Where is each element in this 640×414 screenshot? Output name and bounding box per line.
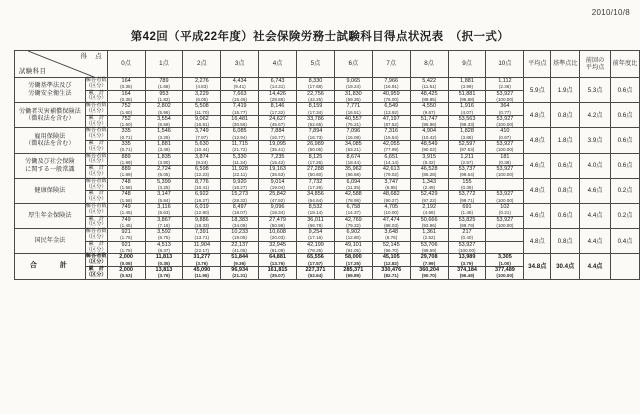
- col-header-10: 10点: [486, 51, 524, 78]
- score-cell: 51,747 (95.96): [410, 115, 448, 128]
- score-cell: 42,055 (77.99): [372, 140, 410, 153]
- score-cell: 31,830 (59.36): [334, 90, 372, 103]
- score-cell: 7,732 (17.26): [297, 178, 335, 191]
- table-row: [15, 178, 640, 191]
- baseline-cell: 0.8点: [551, 178, 580, 203]
- score-cell: 3,747 (6.95): [372, 178, 410, 191]
- score-cell: 48,549 (90.02): [410, 140, 448, 153]
- score-cell: 4,434 (9.41): [221, 78, 259, 91]
- col-header-5: 5点: [297, 51, 335, 78]
- subject-label: 健康保険法: [15, 178, 86, 203]
- score-cell: 53,927 (100.00): [486, 140, 524, 153]
- score-cell: 953 (1.82): [145, 90, 183, 103]
- previous-average-cell: 4.4点: [580, 203, 611, 228]
- previous-average-cell: 4.0点: [580, 153, 611, 178]
- score-cell: 6,758 (14.37): [334, 203, 372, 216]
- score-cell: 921 (1.75): [107, 229, 145, 242]
- col-header-2: 2点: [183, 51, 221, 78]
- score-cell: 7,316 (15.54): [372, 128, 410, 141]
- page-title: 第42回（平成22年度）社会保険労務士試験科目得点状況表 （択一式）: [130, 31, 510, 43]
- score-cell: 40,959 (76.00): [372, 90, 410, 103]
- score-table: [14, 50, 640, 280]
- previous-average-cell: 4.2点: [580, 103, 611, 128]
- score-cell: 46,528 (86.28): [410, 166, 448, 179]
- score-cell: 3,305 (1.00): [486, 254, 524, 267]
- score-cell: 364 (0.77): [486, 103, 524, 116]
- table-row: [15, 229, 640, 242]
- score-cell: 48,682 (90.27): [372, 191, 410, 204]
- average-cell: 4.6点: [524, 153, 551, 178]
- corner-subject-label: 試験科目: [19, 67, 47, 75]
- score-cell: 155 (0.35): [448, 178, 486, 191]
- score-cell: 9,065 (19.24): [334, 78, 372, 91]
- score-cell: 34,085 (63.21): [334, 140, 372, 153]
- yoy-cell: 0.4点: [611, 229, 640, 254]
- score-cell: 47,474 (88.03): [372, 216, 410, 229]
- table-row: [15, 153, 640, 166]
- yoy-cell: 0.6点: [611, 78, 640, 103]
- score-cell: 691 (1.46): [448, 203, 486, 216]
- average-cell: 34.8点: [524, 254, 551, 279]
- table-row: [15, 128, 640, 141]
- score-cell: 52,429 (97.22): [410, 191, 448, 204]
- row-kind-label: 累 計 （区分）: [85, 265, 107, 278]
- yoy-cell: 0.6点: [611, 103, 640, 128]
- col-header-9: 9点: [448, 51, 486, 78]
- yoy-cell: 0.6点: [611, 153, 640, 178]
- score-cell: 15,273 (28.32): [221, 191, 259, 204]
- yoy-cell: 0.2点: [611, 178, 640, 203]
- score-cell: 181 (0.38): [486, 153, 524, 166]
- baseline-cell: 0.6点: [551, 153, 580, 178]
- total-label: 合 計: [15, 254, 86, 279]
- score-cell: 9,920 (16.27): [221, 178, 259, 191]
- score-cell: 53,825 (99.79): [448, 216, 486, 229]
- baseline-cell: 1.8点: [551, 128, 580, 153]
- score-cell: 48,425 (89.85): [410, 90, 448, 103]
- score-cell: 58,000 (17.25): [334, 254, 372, 267]
- score-cell: 2,192 (4.66): [410, 203, 448, 216]
- score-cell: 377,489 (100.00): [486, 266, 524, 279]
- score-cell: 217 (0.40): [448, 229, 486, 242]
- score-cell: 3,554 (6.59): [145, 115, 183, 128]
- score-cell: 18,383 (34.09): [221, 216, 259, 229]
- yoy-cell: 0.2点: [611, 203, 640, 228]
- score-cell: 335 (0.71): [107, 128, 145, 141]
- score-cell: 3,874 (8.24): [183, 153, 221, 166]
- average-cell: 5.9点: [524, 78, 551, 103]
- score-cell: 410 (0.87): [486, 128, 524, 141]
- subject-label: 国民年金法: [15, 229, 86, 254]
- col-header-4: 4点: [259, 51, 297, 78]
- score-cell: 3,116 (6.63): [145, 203, 183, 216]
- score-cell: 6,085 (12.94): [221, 128, 259, 141]
- subject-label: 雇用保険法 （徴収法を含む）: [15, 128, 86, 153]
- score-cell: 42,769 (79.32): [334, 216, 372, 229]
- col-header-yoy: 前年度比: [611, 51, 640, 78]
- average-cell: 4.8点: [524, 229, 551, 254]
- score-cell: 9,254 (17.16): [297, 229, 335, 242]
- score-cell: 1,881 (3.99): [448, 78, 486, 91]
- score-cell: 13,813 (3.76): [145, 266, 183, 279]
- score-cell: 748 (1.58): [107, 191, 145, 204]
- row-kind-label: 解答者数 （区分）: [85, 177, 107, 190]
- row-kind-label: 解答者数 （区分）: [85, 152, 107, 165]
- subject-label: 労働基準法及び 労働安全衛生法: [15, 78, 86, 103]
- score-cell: 7,663 (15.46): [221, 90, 259, 103]
- score-cell: 31,277 (3.76): [183, 254, 221, 267]
- score-cell: 6,549 (13.92): [372, 103, 410, 116]
- score-cell: 6,019 (12.80): [183, 203, 221, 216]
- score-cell: 53,927 (100.00): [486, 90, 524, 103]
- score-cell: 749 (1.45): [107, 216, 145, 229]
- col-header-1: 1点: [145, 51, 183, 78]
- score-cell: 13,989 (3.79): [448, 254, 486, 267]
- score-cell: 47,197 (87.52): [372, 115, 410, 128]
- score-cell: 49,101 (91.05): [334, 241, 372, 254]
- score-cell: 3,867 (7.18): [145, 216, 183, 229]
- score-cell: 7,096 (15.08): [334, 128, 372, 141]
- table-row: [15, 78, 640, 91]
- score-cell: 6,598 (12.23): [183, 166, 221, 179]
- score-cell: 164 (0.35): [107, 90, 145, 103]
- score-cell: 2,724 (5.05): [145, 166, 183, 179]
- score-cell: 5,508 (11.70): [183, 103, 221, 116]
- previous-average-cell: 5.3点: [580, 78, 611, 103]
- score-cell: 8,532 (18.14): [297, 203, 335, 216]
- score-cell: 1,828 (3.88): [448, 128, 486, 141]
- score-cell: 35,962 (66.68): [334, 166, 372, 179]
- score-cell: 10,233 (19.05): [221, 229, 259, 242]
- score-cell: 5,330 (11.34): [221, 153, 259, 166]
- score-cell: 1,112 (2.36): [486, 78, 524, 91]
- col-header-6: 6点: [334, 51, 372, 78]
- score-cell: 27,479 (50.96): [259, 216, 297, 229]
- score-cell: 161,815 (35.07): [259, 266, 297, 279]
- row-kind-label: 解答者数 （区分）: [85, 77, 107, 89]
- score-cell: 8,674 (18.44): [334, 153, 372, 166]
- score-cell: 8,497 (18.07): [221, 203, 259, 216]
- row-kind-label: 累 計 （区分）: [85, 89, 107, 102]
- score-cell: [486, 229, 524, 242]
- score-cell: 4,705 (10.00): [372, 203, 410, 216]
- row-kind-label: 解答者数 （区分）: [85, 228, 107, 240]
- score-cell: 53,927 (100.00): [486, 166, 524, 179]
- score-cell: 6,743 (14.31): [259, 78, 297, 91]
- score-cell: 1,211 (2.57): [448, 153, 486, 166]
- score-cell: 1,361 (2.52): [410, 229, 448, 242]
- col-header-7: 7点: [372, 51, 410, 78]
- score-cell: 10,608 (20.03): [259, 229, 297, 242]
- average-cell: 4.6点: [524, 203, 551, 228]
- score-cell: 2,276 (4.83): [183, 78, 221, 91]
- average-cell: 4.8点: [524, 178, 551, 203]
- score-cell: 6,902 (12.80): [334, 229, 372, 242]
- score-cell: 1,916 (4.07): [448, 103, 486, 116]
- score-cell: 52,145 (96.70): [372, 241, 410, 254]
- previous-average-cell: 4.4点: [580, 254, 611, 279]
- row-kind-label: 累 計 （区分）: [85, 165, 107, 177]
- score-cell: 7,894 (16.73): [297, 128, 335, 141]
- score-cell: 9,062 (16.81): [183, 115, 221, 128]
- score-cell: 889 (1.89): [107, 153, 145, 166]
- score-cell: 6,922 (16.27): [183, 191, 221, 204]
- score-cell: 6,094 (11.35): [334, 178, 372, 191]
- score-cell: 26,989 (50.05): [297, 140, 335, 153]
- previous-average-cell: 4.6点: [580, 178, 611, 203]
- score-cell: 2,000 (0.53): [107, 266, 145, 279]
- score-cell: 3,749 (7.97): [183, 128, 221, 141]
- score-cell: 27,288 (50.60): [297, 166, 335, 179]
- score-cell: 16,481 (30.56): [221, 115, 259, 128]
- score-cell: 53,563 (99.33): [448, 115, 486, 128]
- score-cell: 52,597 (97.53): [448, 140, 486, 153]
- previous-average-cell: 3.9点: [580, 128, 611, 153]
- score-cell: 1,881 (3.49): [145, 140, 183, 153]
- score-cell: 164 (0.35): [107, 78, 145, 91]
- score-cell: 4,904 (10.42): [410, 128, 448, 141]
- print-date: 2010/10/8: [591, 8, 630, 17]
- yoy-cell: 0.6点: [611, 128, 640, 153]
- score-cell: 748 (1.58): [107, 178, 145, 191]
- score-cell: 3,592 (6.75): [145, 229, 183, 242]
- score-cell: 53,927 (100.00): [486, 115, 524, 128]
- score-cell: 2,000 (0.05): [107, 254, 145, 267]
- score-cell: 53,927 (100.00): [448, 241, 486, 254]
- score-cell: 4,513 (8.37): [145, 241, 183, 254]
- score-cell: 8,159 (17.34): [297, 103, 335, 116]
- row-kind-label: 解答者数 （区分）: [85, 253, 107, 266]
- table-header-row: [15, 51, 640, 78]
- score-cell: 53,737 (99.64): [448, 166, 486, 179]
- score-cell: 8,330 (17.68): [297, 78, 335, 91]
- score-cell: 752 (1.60): [107, 103, 145, 116]
- score-cell: 34,856 (64.64): [297, 191, 335, 204]
- score-cell: 7,771 (16.51): [334, 103, 372, 116]
- score-cell: 8,125 (17.26): [297, 153, 335, 166]
- score-cell: 6,651 (14.14): [372, 153, 410, 166]
- col-header-3: 3点: [221, 51, 259, 78]
- score-cell: 9,886 (18.33): [183, 216, 221, 229]
- score-cell: 7,884 (16.77): [259, 128, 297, 141]
- score-cell: 96,934 (21.31): [221, 266, 259, 279]
- score-cell: 3,648 (6.76): [372, 229, 410, 242]
- score-cell: 53,706 (99.59): [410, 241, 448, 254]
- col-header-8: 8点: [410, 51, 448, 78]
- score-cell: 749 (1.45): [107, 203, 145, 216]
- score-cell: 8,776 (10.41): [183, 178, 221, 191]
- score-cell: 64,881 (13.76): [259, 254, 297, 267]
- baseline-cell: 0.8点: [551, 103, 580, 128]
- score-cell: 40,557 (75.21): [334, 115, 372, 128]
- row-kind-label: 解答者数 （区分）: [85, 127, 107, 140]
- score-cell: 1,546 (3.29): [145, 128, 183, 141]
- score-cell: 14,426 (28.86): [259, 90, 297, 103]
- col-header-previous-average: 前回の 平均点: [580, 51, 611, 78]
- col-header-average: 平均点: [524, 51, 551, 78]
- table-body: [15, 78, 640, 280]
- score-cell: 36,011 (66.78): [297, 216, 335, 229]
- score-table-wrapper: [14, 50, 640, 280]
- score-cell: 53,772 (99.71): [448, 191, 486, 204]
- score-cell: 227,371 (52.64): [297, 266, 335, 279]
- score-cell: 335 (0.71): [107, 140, 145, 153]
- score-cell: 29,708 (7.99): [410, 254, 448, 267]
- score-cell: 752 (1.60): [107, 115, 145, 128]
- score-cell: 53,927 (100.00): [486, 191, 524, 204]
- score-cell: 53,927 (100.00): [486, 216, 524, 229]
- col-header-0: 0点: [107, 51, 145, 78]
- row-kind-label: 累 計 （区分）: [85, 215, 107, 228]
- score-cell: 11,904 (22.17): [183, 241, 221, 254]
- score-cell: 9,014 (19.04): [259, 178, 297, 191]
- score-cell: 1,835 (3.90): [145, 153, 183, 166]
- row-kind-label: 解答者数 （区分）: [85, 102, 107, 114]
- row-kind-label: 累 計 （区分）: [85, 240, 107, 253]
- score-cell: 25,842 (47.92): [259, 191, 297, 204]
- row-kind-label: 累 計 （区分）: [85, 190, 107, 203]
- average-cell: 4.8点: [524, 128, 551, 153]
- score-cell: 102 (0.21): [486, 203, 524, 216]
- score-cell: 889 (1.89): [107, 166, 145, 179]
- row-kind-label: 累 計 （区分）: [85, 114, 107, 127]
- table-row: [15, 203, 640, 216]
- score-cell: 4,550 (9.67): [410, 103, 448, 116]
- score-cell: 51,881 (96.88): [448, 90, 486, 103]
- score-cell: 285,371 (69.89): [334, 266, 372, 279]
- score-cell: 921 (1.75): [107, 241, 145, 254]
- score-cell: 45,105 (12.82): [372, 254, 410, 267]
- score-cell: 51,844 (9.36): [221, 254, 259, 267]
- score-cell: [486, 241, 524, 254]
- score-cell: 42,199 (78.25): [297, 241, 335, 254]
- baseline-cell: 0.6点: [551, 203, 580, 228]
- average-cell: 4.8点: [524, 103, 551, 128]
- score-cell: 22,137 (41.05): [221, 241, 259, 254]
- subject-label: 労働及び社会保険 に関する一般常識: [15, 153, 86, 178]
- score-cell: 11,928 (22.11): [221, 166, 259, 179]
- total-row: [15, 254, 640, 267]
- corner-header: [15, 51, 108, 78]
- row-kind-label: 累 計 （区分）: [85, 140, 107, 152]
- score-cell: 19,095 (35.41): [259, 140, 297, 153]
- score-cell: 1,343 (2.49): [410, 178, 448, 191]
- score-cell: 50,666 (93.96): [410, 216, 448, 229]
- score-cell: 7,391 (13.71): [183, 229, 221, 242]
- score-cell: 7,419 (15.77): [221, 103, 259, 116]
- subject-label: 労働者災害補償保険法 （徴収法を含む）: [15, 103, 86, 128]
- score-cell: 32,945 (61.09): [259, 241, 297, 254]
- score-cell: 45,090 (11.95): [183, 266, 221, 279]
- table-row: [15, 103, 640, 116]
- score-cell: 22,756 (42.25): [297, 90, 335, 103]
- score-cell: 5,399 (3.25): [145, 178, 183, 191]
- score-cell: 5,630 (10.44): [183, 140, 221, 153]
- baseline-cell: 1.9点: [551, 78, 580, 103]
- corner-target-label: 得 点: [80, 53, 103, 60]
- score-cell: 3,229 (6.05): [183, 90, 221, 103]
- baseline-cell: 30.4点: [551, 254, 580, 279]
- score-cell: 11,715 (21.72): [221, 140, 259, 153]
- score-cell: 65,556 (17.57): [297, 254, 335, 267]
- subject-label: 厚生年金保険法: [15, 203, 86, 228]
- baseline-cell: 0.8点: [551, 229, 580, 254]
- score-cell: 42,613 (79.02): [372, 166, 410, 179]
- score-cell: 8,146 (17.32): [259, 103, 297, 116]
- score-cell: 33,786 (62.65): [297, 115, 335, 128]
- row-kind-label: 解答者数 （区分）: [85, 203, 107, 215]
- score-cell: 24,627 (45.67): [259, 115, 297, 128]
- score-cell: 360,204 (90.70): [410, 266, 448, 279]
- score-cell: 3,147 (5.84): [145, 191, 183, 204]
- score-cell: 7,966 (16.91): [372, 78, 410, 91]
- score-cell: 330,476 (82.71): [372, 266, 410, 279]
- score-cell: 789 (1.68): [145, 78, 183, 91]
- score-cell: 374,184 (96.49): [448, 266, 486, 279]
- previous-average-cell: 4.4点: [580, 229, 611, 254]
- score-cell: [486, 178, 524, 191]
- score-cell: 3,915 (8.32): [410, 153, 448, 166]
- score-cell: 42,588 (78.98): [334, 191, 372, 204]
- score-cell: 19,163 (35.53): [259, 166, 297, 179]
- score-cell: 11,813 (0.35): [145, 254, 183, 267]
- yoy-cell: [611, 254, 640, 279]
- score-cell: 7,235 (15.42): [259, 153, 297, 166]
- table-head: [15, 51, 640, 78]
- col-header-baseline: 基準点比: [551, 51, 580, 78]
- score-cell: 9,096 (19.34): [259, 203, 297, 216]
- score-cell: 5,422 (11.51): [410, 78, 448, 91]
- score-cell: 2,802 (5.96): [145, 103, 183, 116]
